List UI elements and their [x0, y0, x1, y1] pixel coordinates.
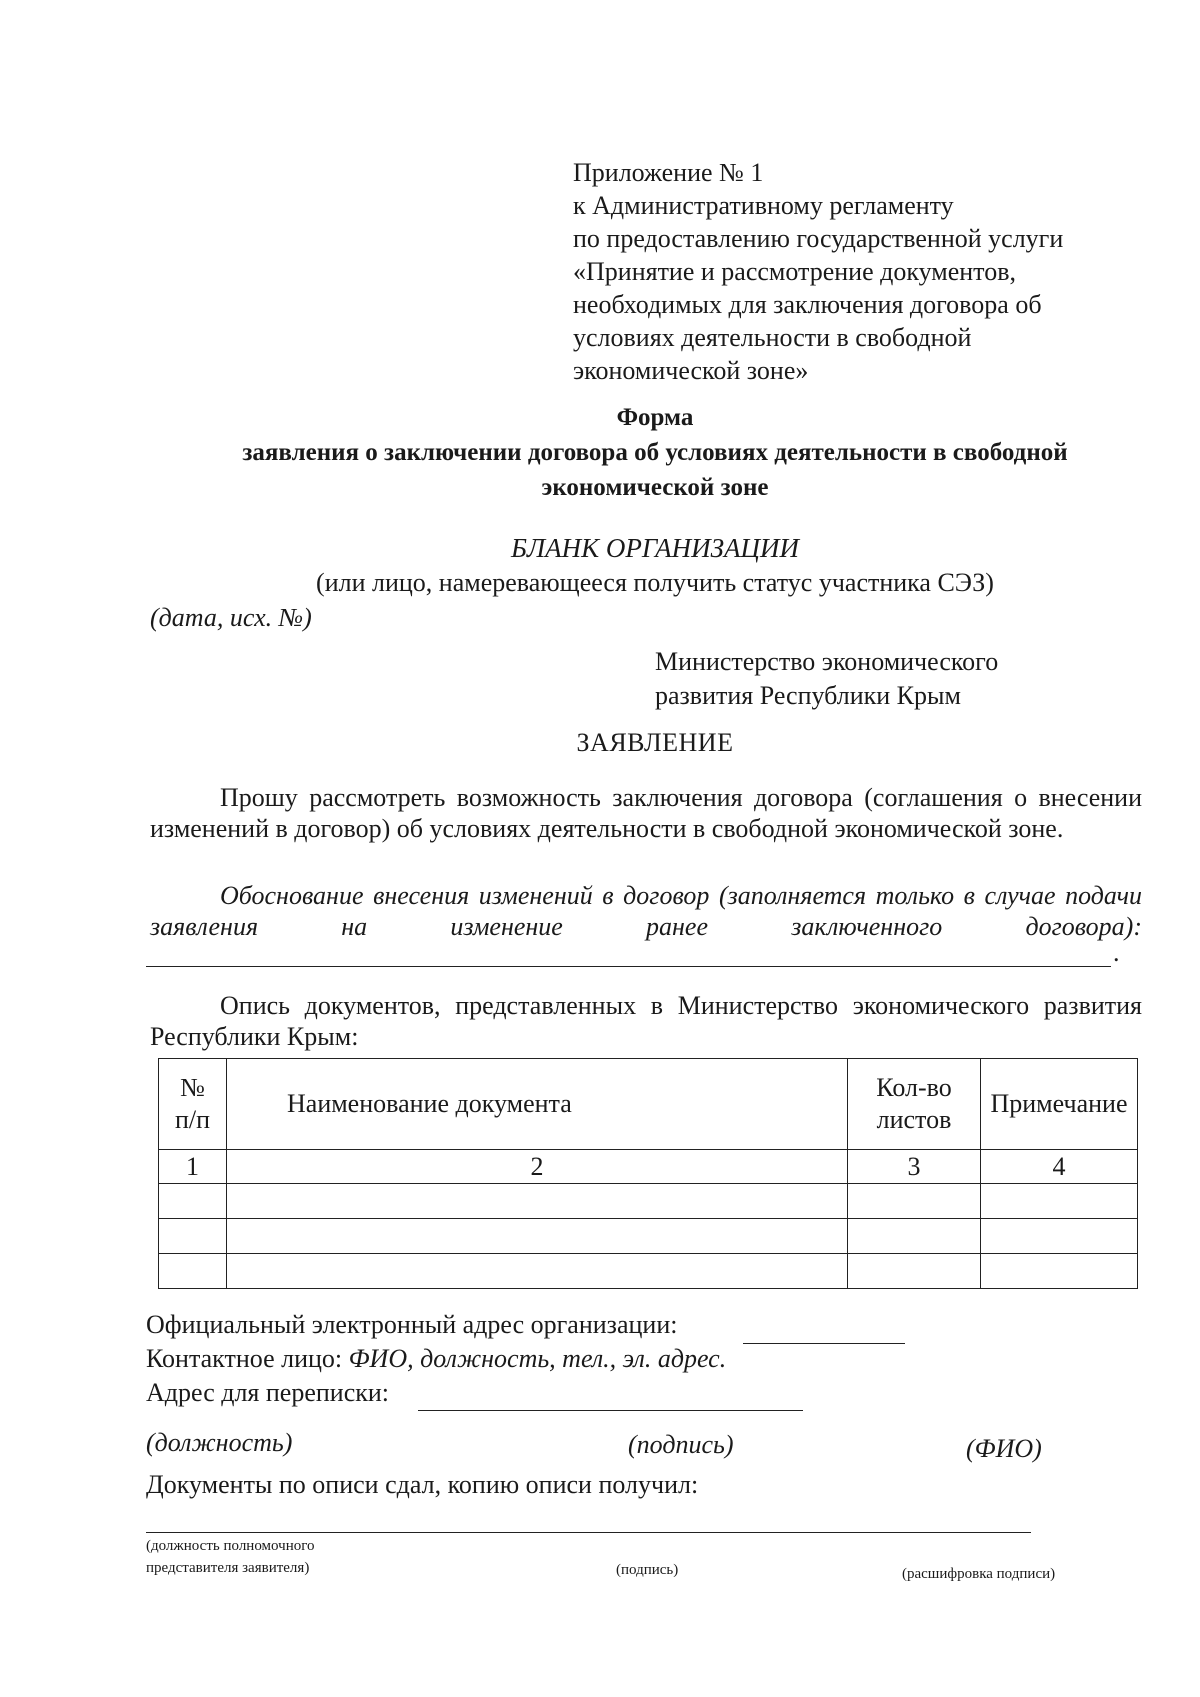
- handover-text: Документы по описи сдал, копию описи получил:: [146, 1470, 699, 1499]
- table-cell[interactable]: [981, 1254, 1138, 1289]
- address-fill-line[interactable]: [418, 1410, 803, 1411]
- col-number: 1: [159, 1150, 227, 1184]
- inventory-paragraph: Опись документов, представленных в Министерство экономического развития Республики Крым:: [150, 991, 1142, 1051]
- header-num: [159, 1059, 227, 1150]
- table-cell[interactable]: [227, 1219, 848, 1254]
- table-cell[interactable]: [981, 1219, 1138, 1254]
- contact-value: ФИО, должность, тел., эл. адрес.: [348, 1344, 727, 1373]
- header-sheets-line2: листов: [876, 1105, 952, 1134]
- rep-decoding: (расшифровка подписи): [902, 1566, 1056, 1582]
- sign-signature: (подпись): [628, 1430, 734, 1459]
- table-cell[interactable]: [227, 1184, 848, 1219]
- addressee: [655, 645, 998, 713]
- justification-period: .: [1113, 938, 1120, 967]
- header-name: Наименование документа: [227, 1059, 848, 1150]
- annex-line: необходимых для заключения договора об: [573, 290, 1042, 319]
- annex-line: экономической зоне»: [573, 356, 809, 385]
- handover-fill-line[interactable]: [146, 1532, 1031, 1533]
- col-number: 4: [981, 1150, 1138, 1184]
- request-paragraph: Прошу рассмотреть возможность заключения договора (соглашения о внесении изменений в договор) об условиях деятельности в свободной экономической зоне.: [150, 783, 1142, 843]
- header-num-line1: №: [180, 1073, 205, 1102]
- rep-position-line2: представителя заявителя): [146, 1560, 310, 1576]
- annex-line: Приложение № 1: [573, 158, 764, 187]
- contact-row: [146, 1344, 726, 1374]
- header-note: Примечание: [981, 1059, 1138, 1150]
- addressee-line1: Министерство экономического: [655, 647, 999, 676]
- table-row[interactable]: [159, 1254, 1138, 1289]
- annex-line: «Принятие и рассмотрение документов,: [573, 257, 1016, 286]
- table-row[interactable]: [159, 1219, 1138, 1254]
- letterhead-note: (или лицо, намеревающееся получить статус участника СЭЗ): [316, 568, 994, 597]
- col-number: 2: [227, 1150, 848, 1184]
- rep-position-line1: (должность полномочного: [146, 1538, 315, 1554]
- annex-line: по предоставлению государственной услуги: [573, 224, 1064, 253]
- address-label: Адрес для переписки:: [146, 1378, 390, 1407]
- header-sheets-line1: Кол-во: [876, 1073, 952, 1102]
- table-cell[interactable]: [848, 1184, 981, 1219]
- sign-name: (ФИО): [966, 1434, 1042, 1463]
- justification-fill-line[interactable]: [146, 966, 1111, 967]
- addressee-line2: развития Республики Крым: [655, 681, 961, 710]
- rep-signature: (подпись): [616, 1562, 679, 1578]
- rep-position: [146, 1535, 315, 1579]
- header-sheets: [848, 1059, 981, 1150]
- annex-line: к Административному регламенту: [573, 191, 954, 220]
- form-title-line1: Форма: [616, 404, 694, 431]
- email-fill-line[interactable]: [743, 1343, 905, 1344]
- col-number: 3: [848, 1150, 981, 1184]
- annex-header: [573, 156, 1063, 387]
- table-header-row: [159, 1059, 1138, 1150]
- form-title-line2: заявления о заключении договора об условиях деятельности в свободной: [242, 439, 1068, 466]
- table-row[interactable]: [159, 1184, 1138, 1219]
- table-cell[interactable]: [848, 1254, 981, 1289]
- header-num-line2: п/п: [174, 1105, 211, 1134]
- table-cell[interactable]: [981, 1184, 1138, 1219]
- annex-line: условиях деятельности в свободной: [573, 323, 972, 352]
- document-heading: ЗАЯВЛЕНИЕ: [576, 728, 734, 757]
- sign-position: (должность): [146, 1428, 293, 1457]
- contact-label: Контактное лицо:: [146, 1344, 343, 1373]
- justification-paragraph: Обоснование внесения изменений в договор (заполняется только в случае подачи заявления на изменение ранее заключенного договора):: [150, 881, 1142, 941]
- date-ref: (дата, исх. №): [150, 603, 312, 632]
- table-cell[interactable]: [159, 1219, 227, 1254]
- email-label: Официальный электронный адрес организации:: [146, 1310, 678, 1339]
- form-title: [150, 400, 1160, 505]
- table-cell[interactable]: [159, 1254, 227, 1289]
- letterhead-title: БЛАНК ОРГАНИЗАЦИИ: [510, 533, 800, 563]
- table-cell[interactable]: [848, 1219, 981, 1254]
- inventory-table: [158, 1058, 1138, 1289]
- table-numbering-row: [159, 1150, 1138, 1184]
- table-cell[interactable]: [227, 1254, 848, 1289]
- form-title-line3: экономической зоне: [541, 474, 769, 501]
- table-cell[interactable]: [159, 1184, 227, 1219]
